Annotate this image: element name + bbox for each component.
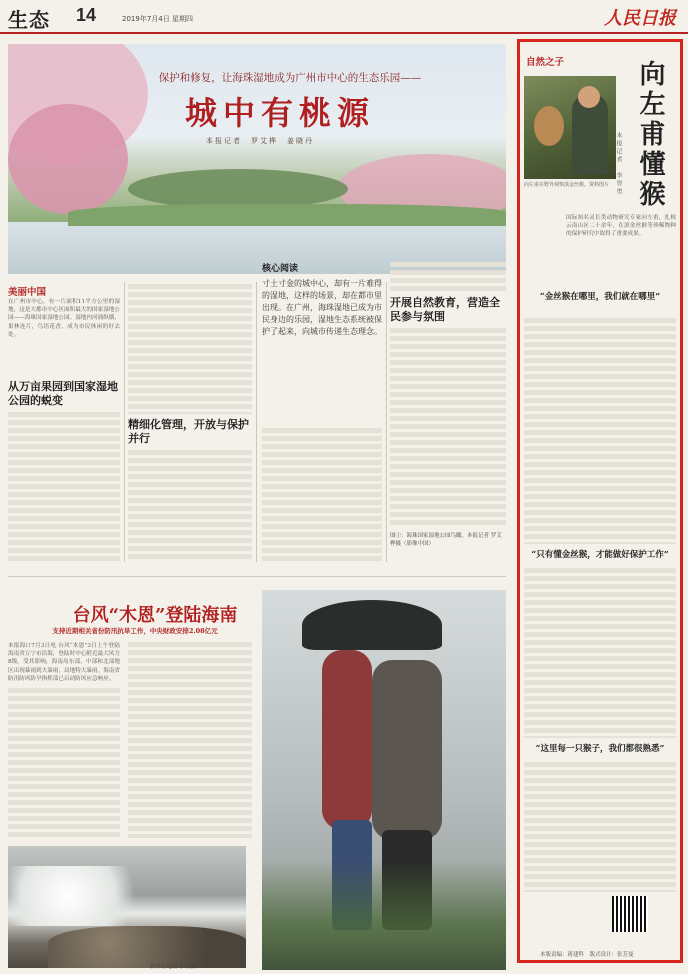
section-divider bbox=[8, 576, 506, 577]
page-number: 14 bbox=[76, 5, 97, 25]
storm-sea-photo bbox=[8, 846, 246, 968]
feature-text-col4b bbox=[390, 328, 506, 528]
sidebar-text-1 bbox=[524, 318, 676, 544]
feature-headline: 城中有桃源 bbox=[184, 94, 375, 132]
researcher-photo bbox=[524, 76, 616, 179]
sidebar-intro: 国际知名灵长类动物研究专家向左甫，扎根云南山区二十余年，在滇金丝猴等珍稀物种的保护研究中取得了重要成果。 bbox=[566, 215, 676, 238]
photo-credit: 图①：海珠国家湿地公园鸟瞰。本报记者 罗艾桦摄（影像中国） bbox=[390, 533, 502, 547]
feature-lead: 在广州市中心，有一片面积11平方公里的湿地，这是大都市中心区面积最大的国家湿地公园——海珠国家湿地公园。湿地内河涌纵横，果林连片，鸟语花香，成为市民休闲的好去处。 bbox=[8, 299, 120, 338]
section-title-3: 开展自然教育，营造全民参与氛围 bbox=[390, 296, 500, 323]
typhoon-text-col2 bbox=[128, 642, 252, 838]
newspaper-logo: 人民日报 bbox=[604, 8, 676, 29]
feature-text-col2 bbox=[128, 284, 252, 414]
typhoon-headline: 台风“木恩”登陆海南 bbox=[72, 605, 238, 626]
sidebar-headline: 向左甫懂猴 bbox=[635, 60, 665, 210]
sidebar-column-label: 自然之子 bbox=[526, 57, 565, 68]
column-rule bbox=[124, 282, 125, 562]
section-title-1: 从万亩果园到国家湿地公园的蜕变 bbox=[8, 380, 118, 407]
feature-text-col3 bbox=[262, 428, 382, 562]
core-reading-text: 寸土寸金的城中心，却有一片难得的湿地，这样的场景，却在都市里出现。在广州，海珠湿地已成为市民身边的乐园，湿地生态系统被保护了起来，向城市传递生态理念。 bbox=[262, 279, 382, 336]
qr-code-icon bbox=[612, 896, 648, 932]
column-rule bbox=[386, 282, 387, 562]
page-editor-credit: 本版责编：蒋建科 版式设计：张芳曼 bbox=[540, 952, 634, 958]
typhoon-text-col1 bbox=[8, 688, 120, 838]
sidebar-text-3 bbox=[524, 762, 676, 892]
sidebar-subhead-1: “金丝猴在哪里，我们就在哪里” bbox=[539, 292, 661, 302]
feature-text-col1 bbox=[8, 412, 120, 562]
typhoon-photo-credit: 新华社记者 郭程摄 bbox=[150, 964, 196, 970]
rain-photo bbox=[262, 590, 506, 970]
typhoon-body: 本报海口7月3日电 台风“木恩”3日上午登陆海南省万宁市沿海，登陆时中心附近最大风力8级。受其影响，海南岛东部、中部和北部地区出现暴雨到大暴雨，局地特大暴雨。海南省防汛防风防旱指挥部已启动防风应急响应。 bbox=[8, 643, 120, 682]
researcher-photo-caption: 向左甫在野外观察滇金丝猴。资料图片 bbox=[524, 182, 610, 188]
sidebar-subhead-3: “这里每一只猴子，我们都很熟悉” bbox=[535, 744, 665, 754]
issue-date: 2019年7月4日 星期四 bbox=[122, 15, 193, 23]
section-name: 生态 bbox=[8, 8, 50, 32]
feature-kicker: 保护和修复，让海珠湿地成为广州市中心的生态乐园—— bbox=[158, 72, 422, 84]
sidebar-subhead-2: “只有懂金丝猴，才能做好保护工作” bbox=[531, 550, 669, 560]
section-title-2: 精细化管理，开放与保护并行 bbox=[128, 418, 249, 445]
sidebar-text-2 bbox=[524, 568, 676, 738]
feature-byline: 本报记者 罗艾桦 姜晓丹 bbox=[206, 137, 314, 145]
sidebar-byline: 本报记者 李智勇 bbox=[615, 132, 622, 196]
masthead bbox=[0, 0, 688, 34]
typhoon-subtitle: 支持近期相关省份防汛抗旱工作，中央财政安排2.08亿元 bbox=[52, 627, 218, 635]
column-rule bbox=[256, 282, 257, 562]
feature-text-col4a bbox=[390, 262, 506, 292]
column-label: 美丽中国 bbox=[8, 287, 47, 298]
feature-text-col2b bbox=[128, 450, 252, 562]
core-reading-title: 核心阅读 bbox=[262, 264, 299, 274]
